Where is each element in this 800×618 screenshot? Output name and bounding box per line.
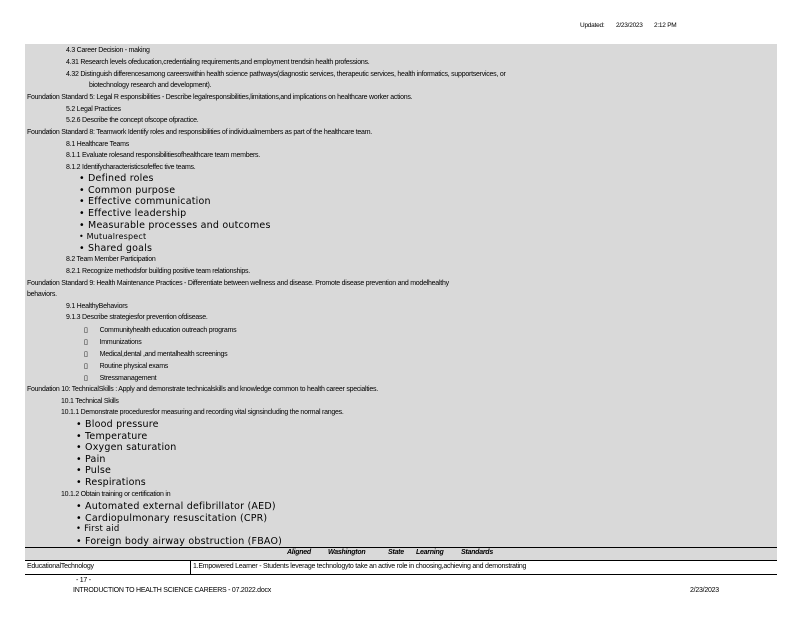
line-foundation-5: Foundation Standard 5: Legal R esponsibilities - Describe legalresponsibilities,limitations,and implications on healthcare worker actions. [27, 94, 413, 101]
ed-tech-label: EducationalTechnology [27, 563, 94, 570]
list-item: ▯ Immunizations [84, 338, 142, 346]
list-item: • Pulse [76, 465, 112, 476]
ed-tech-standard: 1.Empowered Learner - Students leverage technologyto take an active role in choosing,achieving and demonstrating [193, 563, 527, 570]
footer-doc-title: INTRODUCTION TO HEALTH SCIENCE CAREERS - 07.2022.docx [73, 587, 271, 594]
updated-label: Updated: [580, 22, 605, 29]
state-word: State [388, 549, 404, 556]
column-divider [190, 561, 191, 574]
line-5-2: 5.2 Legal Practices [66, 106, 121, 113]
line-8-1-1: 8.1.1 Evaluate rolesand responsibilitiesofhealthcare team members. [66, 152, 261, 159]
line-10-1-2: 10.1.2 Obtain training or certification in [61, 491, 171, 498]
line-5-2-6: 5.2.6 Describe the concept ofscope ofpractice. [66, 117, 199, 124]
learning-word: Learning [416, 549, 444, 556]
list-item: • Respirations [76, 477, 146, 488]
line-8-2: 8.2 Team Member Participation [66, 256, 156, 263]
line-8-2-1: 8.2.1 Recognize methodsfor building positive team relationships. [66, 268, 251, 275]
list-item: • Effective leadership [79, 208, 187, 219]
list-item: ▯ Routine physical exams [84, 362, 169, 370]
line-4-3: 4.3 Career Decision - making [66, 47, 150, 54]
list-item: • Temperature [76, 431, 148, 442]
line-8-1-2: 8.1.2 Identifycharacteristicsofeffec tive teams. [66, 164, 196, 171]
line-4-32-cont: biotechnology research and development). [89, 82, 212, 89]
list-item: ▯ Stressmanagement [84, 374, 157, 382]
page-number: - 17 - [76, 577, 91, 584]
aligned-word: Aligned [287, 549, 311, 556]
washington-word: Washington [328, 549, 366, 556]
line-10-1-1: 10.1.1 Demonstrate proceduresfor measuring and recording vital signsincluding the normal ranges. [61, 409, 344, 416]
educational-technology-row [25, 560, 777, 575]
standards-word: Standards [461, 549, 493, 556]
list-item: • Blood pressure [76, 419, 159, 430]
list-item: • Shared goals [79, 243, 153, 254]
list-item: • First aid [76, 524, 120, 534]
list-item: • Foreign body airway obstruction (FBAO) [76, 536, 283, 547]
updated-date: 2/23/2023 [616, 22, 643, 29]
list-item: • Mutualrespect [79, 232, 147, 241]
line-9-1: 9.1 HealthyBehaviors [66, 303, 128, 310]
list-item: • Measurable processes and outcomes [79, 220, 271, 231]
list-item: • Defined roles [79, 173, 154, 184]
list-item: ▯ Communityhealth education outreach programs [84, 326, 237, 334]
line-foundation-9-cont: behaviors. [27, 291, 57, 298]
line-4-32: 4.32 Distinguish differencesamong careerswithin health science pathways(diagnostic services, therapeutic services, health informatics, supportservices, or [66, 71, 506, 78]
line-foundation-10: Foundation 10: TechnicalSkills : Apply and demonstrate technicalskills and knowledge common to health career specialties. [27, 386, 378, 393]
list-item: • Cardiopulmonary resuscitation (CPR) [76, 513, 268, 524]
footer-date: 2/23/2023 [690, 587, 719, 594]
line-4-31: 4.31 Research levels ofeducation,credentialing requirements,and employment trendsin health professions. [66, 59, 370, 66]
list-item: • Oxygen saturation [76, 442, 177, 453]
line-foundation-9: Foundation Standard 9: Health Maintenance Practices - Differentiate between wellness and disease. Promote disease prevention and modelhealthy [27, 280, 449, 287]
list-item: • Common purpose [79, 185, 176, 196]
updated-time: 2:12 PM [654, 22, 677, 29]
list-item: • Pain [76, 454, 106, 465]
line-8-1: 8.1 Healthcare Teams [66, 141, 129, 148]
line-foundation-8: Foundation Standard 8: Teamwork Identify roles and responsibilities of individualmembers as part of the healthcare team. [27, 129, 372, 136]
list-item: ▯ Medical,dental ,and mentalhealth screenings [84, 350, 228, 358]
aligned-standards-bar [25, 547, 777, 560]
line-9-1-3: 9.1.3 Describe strategiesfor prevention ofdisease. [66, 314, 208, 321]
list-item: • Effective communication [79, 196, 211, 207]
line-10-1: 10.1 Technical Skills [61, 398, 119, 405]
list-item: • Automated external defibrillator (AED) [76, 501, 276, 512]
